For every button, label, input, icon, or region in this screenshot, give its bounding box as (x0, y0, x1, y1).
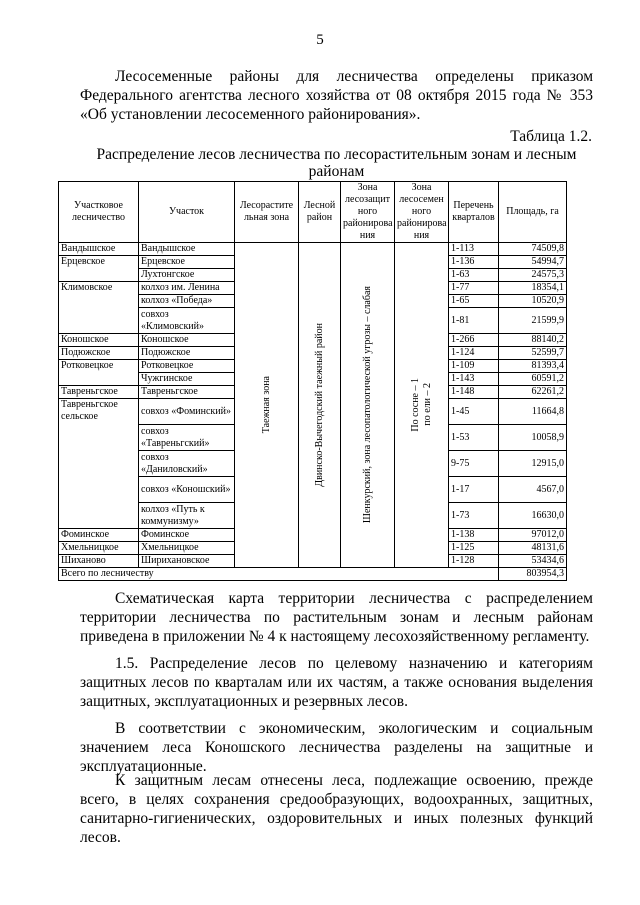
cell-area: 74509,8 (499, 243, 567, 256)
map-text: Схематическая карта территории лесничества с распределением территории лесничества по растительным зонам и лесным районам приведена в приложении № 4 к настоящему лесохозяйственному регламенту. (80, 590, 593, 645)
cell-forestry: Ротковецкое (59, 360, 139, 386)
protective-text: К защитным лесам отнесены леса, подлежащие освоению, прежде всего, в целях сохранения средообразующих, водоохранных, защитных, санитарно-гигиенических, оздоровительных и иных полезных функций лесов. (80, 772, 593, 846)
cell-plot: совхоз «Коношский» (139, 477, 235, 503)
table-body (59, 243, 567, 568)
cell-quarters: 1-125 (449, 542, 499, 555)
cell-forestry: Фоминское (59, 529, 139, 542)
cell-quarters: 1-73 (449, 503, 499, 529)
header-protect-zone: Зона лесозащит ного районирова ния (341, 182, 395, 243)
cell-area: 10058,9 (499, 425, 567, 451)
cell-plot: Коношское (139, 334, 235, 347)
header-quarters: Перечень кварталов (449, 182, 499, 243)
cell-plot: колхоз «Путь к коммунизму» (139, 503, 235, 529)
zone-cell (235, 243, 299, 568)
district-cell (299, 243, 341, 568)
cell-area: 24575,3 (499, 269, 567, 282)
cell-forestry: Хмельницкое (59, 542, 139, 555)
cell-plot: Ширихановское (139, 555, 235, 568)
cell-quarters: 1-124 (449, 347, 499, 360)
cell-quarters: 1-17 (449, 477, 499, 503)
cell-area: 48131,6 (499, 542, 567, 555)
intro-text: Лесосеменные районы для лесничества определены приказом Федерального агентства лесного хозяйства от 08 октября 2015 года № 353 «Об установлении лесосеменного районирования». (80, 68, 593, 123)
cell-area: 12915,0 (499, 451, 567, 477)
cell-quarters: 9-75 (449, 451, 499, 477)
cell-plot: Чужгинское (139, 373, 235, 386)
cell-plot: Лухтонгское (139, 269, 235, 282)
cell-quarters: 1-45 (449, 399, 499, 425)
header-forestry: Участковое лесничество (59, 182, 139, 243)
table-number: Таблица 1.2. (510, 128, 592, 145)
cell-area: 16630,0 (499, 503, 567, 529)
cell-quarters: 1-77 (449, 282, 499, 295)
cell-forestry: Коношское (59, 334, 139, 347)
map-paragraph (80, 589, 593, 646)
cell-quarters: 1-128 (449, 555, 499, 568)
cell-area: 11664,8 (499, 399, 567, 425)
cell-plot: Хмельницкое (139, 542, 235, 555)
cell-forestry: Тавреньгское сельское (59, 399, 139, 529)
cell-plot: совхоз «Фоминский» (139, 399, 235, 425)
cell-area: 21599,9 (499, 308, 567, 334)
header-zone: Лесорастите льная зона (235, 182, 299, 243)
cell-plot: колхоз «Победа» (139, 295, 235, 308)
cell-quarters: 1-143 (449, 373, 499, 386)
cell-quarters: 1-65 (449, 295, 499, 308)
table-title: Распределение лесов лесничества по лесорастительным зонам и лесным районам (96, 146, 577, 180)
cell-forestry: Тавреньгское (59, 386, 139, 399)
cell-area: 62261,2 (499, 386, 567, 399)
cell-plot: совхоз «Даниловский» (139, 451, 235, 477)
cell-plot: Подюжское (139, 347, 235, 360)
forest-distribution-table (58, 181, 567, 581)
cell-forestry: Вандышское (59, 243, 139, 256)
cell-area: 10520,9 (499, 295, 567, 308)
cell-area: 53434,6 (499, 555, 567, 568)
cell-plot: Ротковецкое (139, 360, 235, 373)
cell-plot: Тавреньгское (139, 386, 235, 399)
cell-quarters: 1-109 (449, 360, 499, 373)
cell-quarters: 1-138 (449, 529, 499, 542)
cell-forestry: Шиханово (59, 555, 139, 568)
cell-plot: совхоз «Климовский» (139, 308, 235, 334)
district-cell-text: Двинско-Вычегодский таежный район (313, 323, 325, 487)
page-number: 5 (316, 32, 324, 48)
cell-quarters: 1-53 (449, 425, 499, 451)
table-row (59, 243, 567, 256)
cell-area: 52599,7 (499, 347, 567, 360)
cell-area: 18354,1 (499, 282, 567, 295)
total-label: Всего по лесничеству (59, 568, 499, 581)
header-area: Площадь, га (499, 182, 567, 243)
cell-forestry: Ерцевское (59, 256, 139, 282)
header-plot: Участок (139, 182, 235, 243)
cell-plot: совхоз «Тавреньгский» (139, 425, 235, 451)
cell-forestry: Подюжское (59, 347, 139, 360)
seed-zone-cell (395, 243, 449, 568)
table-total-row (59, 568, 567, 581)
protect-zone-cell (341, 243, 395, 568)
header-seed-zone: Зона лесосемен ного районирова ния (395, 182, 449, 243)
cell-quarters: 1-148 (449, 386, 499, 399)
cell-area: 54994,7 (499, 256, 567, 269)
cell-forestry: Климовское (59, 282, 139, 334)
cell-area: 60591,2 (499, 373, 567, 386)
table-header-row (59, 182, 567, 243)
cell-plot: Фоминское (139, 529, 235, 542)
cell-plot: колхоз им. Ленина (139, 282, 235, 295)
protective-paragraph (80, 771, 593, 847)
cell-quarters: 1-136 (449, 256, 499, 269)
purpose-text: В соответствии с экономическим, экологическим и социальным значением леса Коношского лесничества разделены на защитные и эксплуатационные. (80, 720, 593, 775)
protect-zone-cell-text: Шенкурский, зона лесопатологической угрозы – слабая (361, 286, 373, 524)
cell-quarters: 1-113 (449, 243, 499, 256)
section-text: 1.5. Распределение лесов по целевому назначению и категориям защитных лесов по кварталам или их частям, а также основания выделения защитных, эксплуатационных и резервных лесов. (80, 655, 593, 710)
cell-plot: Вандышское (139, 243, 235, 256)
intro-paragraph (80, 67, 593, 124)
total-value: 803954,3 (499, 568, 567, 581)
zone-cell-text: Таежная зона (260, 376, 272, 434)
cell-area: 81393,4 (499, 360, 567, 373)
cell-area: 97012,0 (499, 529, 567, 542)
purpose-paragraph (80, 719, 593, 776)
seed-zone-spruce: по ели – 2 (421, 383, 433, 427)
cell-area: 4567,0 (499, 477, 567, 503)
section-paragraph (80, 654, 593, 711)
cell-plot: Ерцевское (139, 256, 235, 269)
header-district: Лесной район (299, 182, 341, 243)
cell-quarters: 1-81 (449, 308, 499, 334)
cell-area: 88140,2 (499, 334, 567, 347)
cell-quarters: 1-63 (449, 269, 499, 282)
seed-zone-pine: По сосне – 1 (409, 378, 421, 432)
cell-quarters: 1-266 (449, 334, 499, 347)
